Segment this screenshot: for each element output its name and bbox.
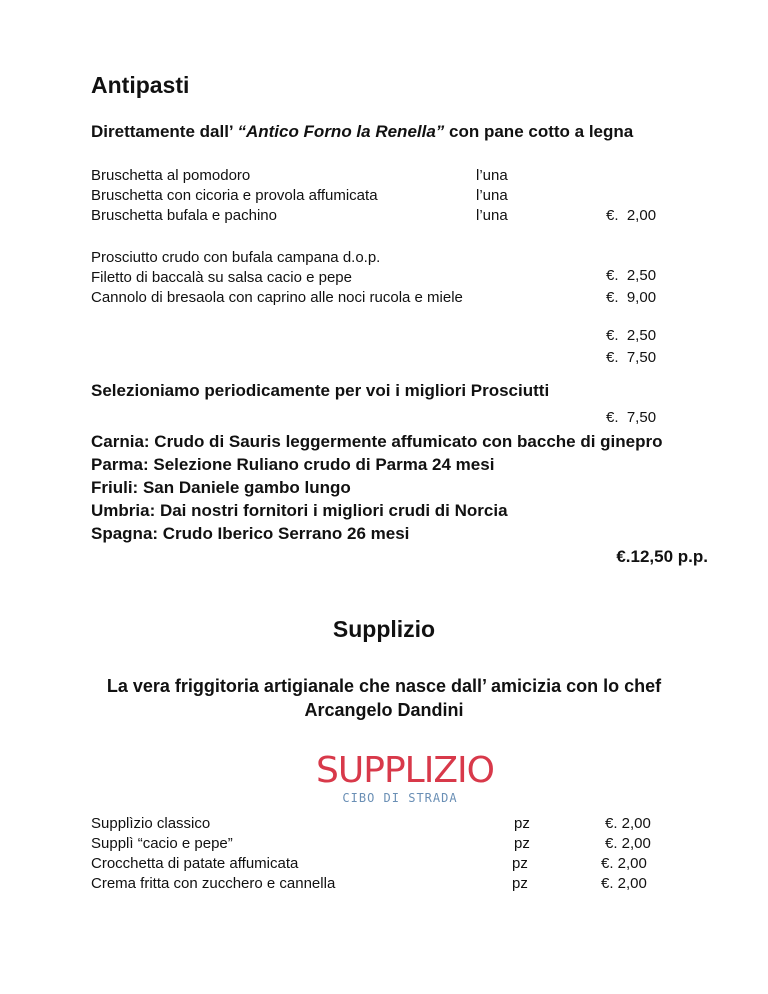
price: €. 2,00 bbox=[605, 835, 651, 852]
list-item: Friuli: San Daniele gambo lungo bbox=[91, 478, 351, 497]
price: €. 2,00 bbox=[605, 815, 651, 832]
unit-label: pz bbox=[514, 835, 530, 852]
prosciutti-list bbox=[91, 430, 663, 545]
price: €. 2,00 bbox=[601, 855, 647, 872]
list-item: Supplìzio classico bbox=[91, 815, 211, 832]
piatti-prices bbox=[606, 248, 656, 448]
price: €. 2,00 bbox=[601, 875, 647, 892]
supplizio-logo-graphic bbox=[316, 736, 494, 806]
list-item: Spagna: Crudo Iberico Serrano 26 mesi bbox=[91, 524, 410, 543]
price: €. 2,00 bbox=[606, 207, 657, 224]
list-item: Bruschetta bufala e pachino bbox=[91, 207, 277, 224]
supplizio-title: Supplizio bbox=[332, 616, 436, 642]
tagline-line-1: La vera friggitoria artigianale che nasce dall’ amicizia con lo chef bbox=[106, 676, 662, 696]
unit-label: l’una bbox=[476, 187, 508, 204]
unit-label: pz bbox=[512, 875, 528, 892]
subtitle-prefix: Direttamente dall’ bbox=[91, 122, 238, 141]
unit-label: l’una bbox=[476, 207, 508, 224]
antipasti-subtitle bbox=[91, 122, 633, 142]
tagline-line-2: Arcangelo Dandini bbox=[304, 700, 464, 720]
list-item: Prosciutto crudo con bufala campana d.o.p. bbox=[91, 249, 381, 266]
subtitle-suffix: con pane cotto a legna bbox=[444, 122, 634, 141]
prosciutti-heading: Selezioniamo periodicamente per voi i migliori Prosciutti bbox=[91, 381, 550, 400]
prosciutti-price: €.12,50 p.p. bbox=[616, 547, 708, 566]
subtitle-quote: “Antico Forno la Renella” bbox=[237, 122, 445, 141]
piatti-names bbox=[91, 248, 463, 308]
bruschette-names bbox=[91, 166, 378, 226]
list-item: Filetto di baccalà su salsa cacio e pepe bbox=[91, 269, 352, 286]
logo-main-text: SUPPLIZIO bbox=[316, 750, 494, 791]
list-item: Bruschetta al pomodoro bbox=[91, 167, 251, 184]
unit-label: pz bbox=[514, 815, 530, 832]
list-item: Crocchetta di patate affumicata bbox=[91, 855, 299, 872]
list-item: Crema fritta con zucchero e cannella bbox=[91, 875, 336, 892]
list-item: Bruschetta con cicoria e provola affumicata bbox=[91, 187, 378, 204]
list-item: Cannolo di bresaola con caprino alle noci rucola e miele bbox=[91, 289, 463, 306]
list-item: Parma: Selezione Ruliano crudo di Parma 24 mesi bbox=[91, 455, 495, 474]
list-item: Umbria: Dai nostri fornitori i migliori crudi di Norcia bbox=[91, 501, 508, 520]
logo-sub-text: CIBO DI STRADA bbox=[342, 791, 458, 805]
supplizio-tagline bbox=[0, 674, 768, 722]
supplizio-prices bbox=[601, 814, 651, 894]
unit-label: l’una bbox=[476, 167, 508, 184]
price: €. 9,00 bbox=[606, 289, 657, 306]
price: €. 7,50 bbox=[606, 409, 657, 426]
price: €. 2,50 bbox=[606, 267, 657, 284]
price: €. 7,50 bbox=[606, 349, 657, 366]
bruschette-units bbox=[476, 166, 508, 226]
list-item: Supplì “cacio e pepe” bbox=[91, 835, 233, 852]
supplizio-names bbox=[91, 814, 335, 894]
supplizio-units bbox=[512, 814, 530, 894]
unit-label: pz bbox=[512, 855, 528, 872]
list-item: Carnia: Crudo di Sauris leggermente affumicato con bacche di ginepro bbox=[91, 432, 663, 451]
supplizio-logo bbox=[316, 736, 494, 806]
antipasti-title: Antipasti bbox=[91, 72, 190, 98]
price: €. 2,50 bbox=[606, 327, 657, 344]
